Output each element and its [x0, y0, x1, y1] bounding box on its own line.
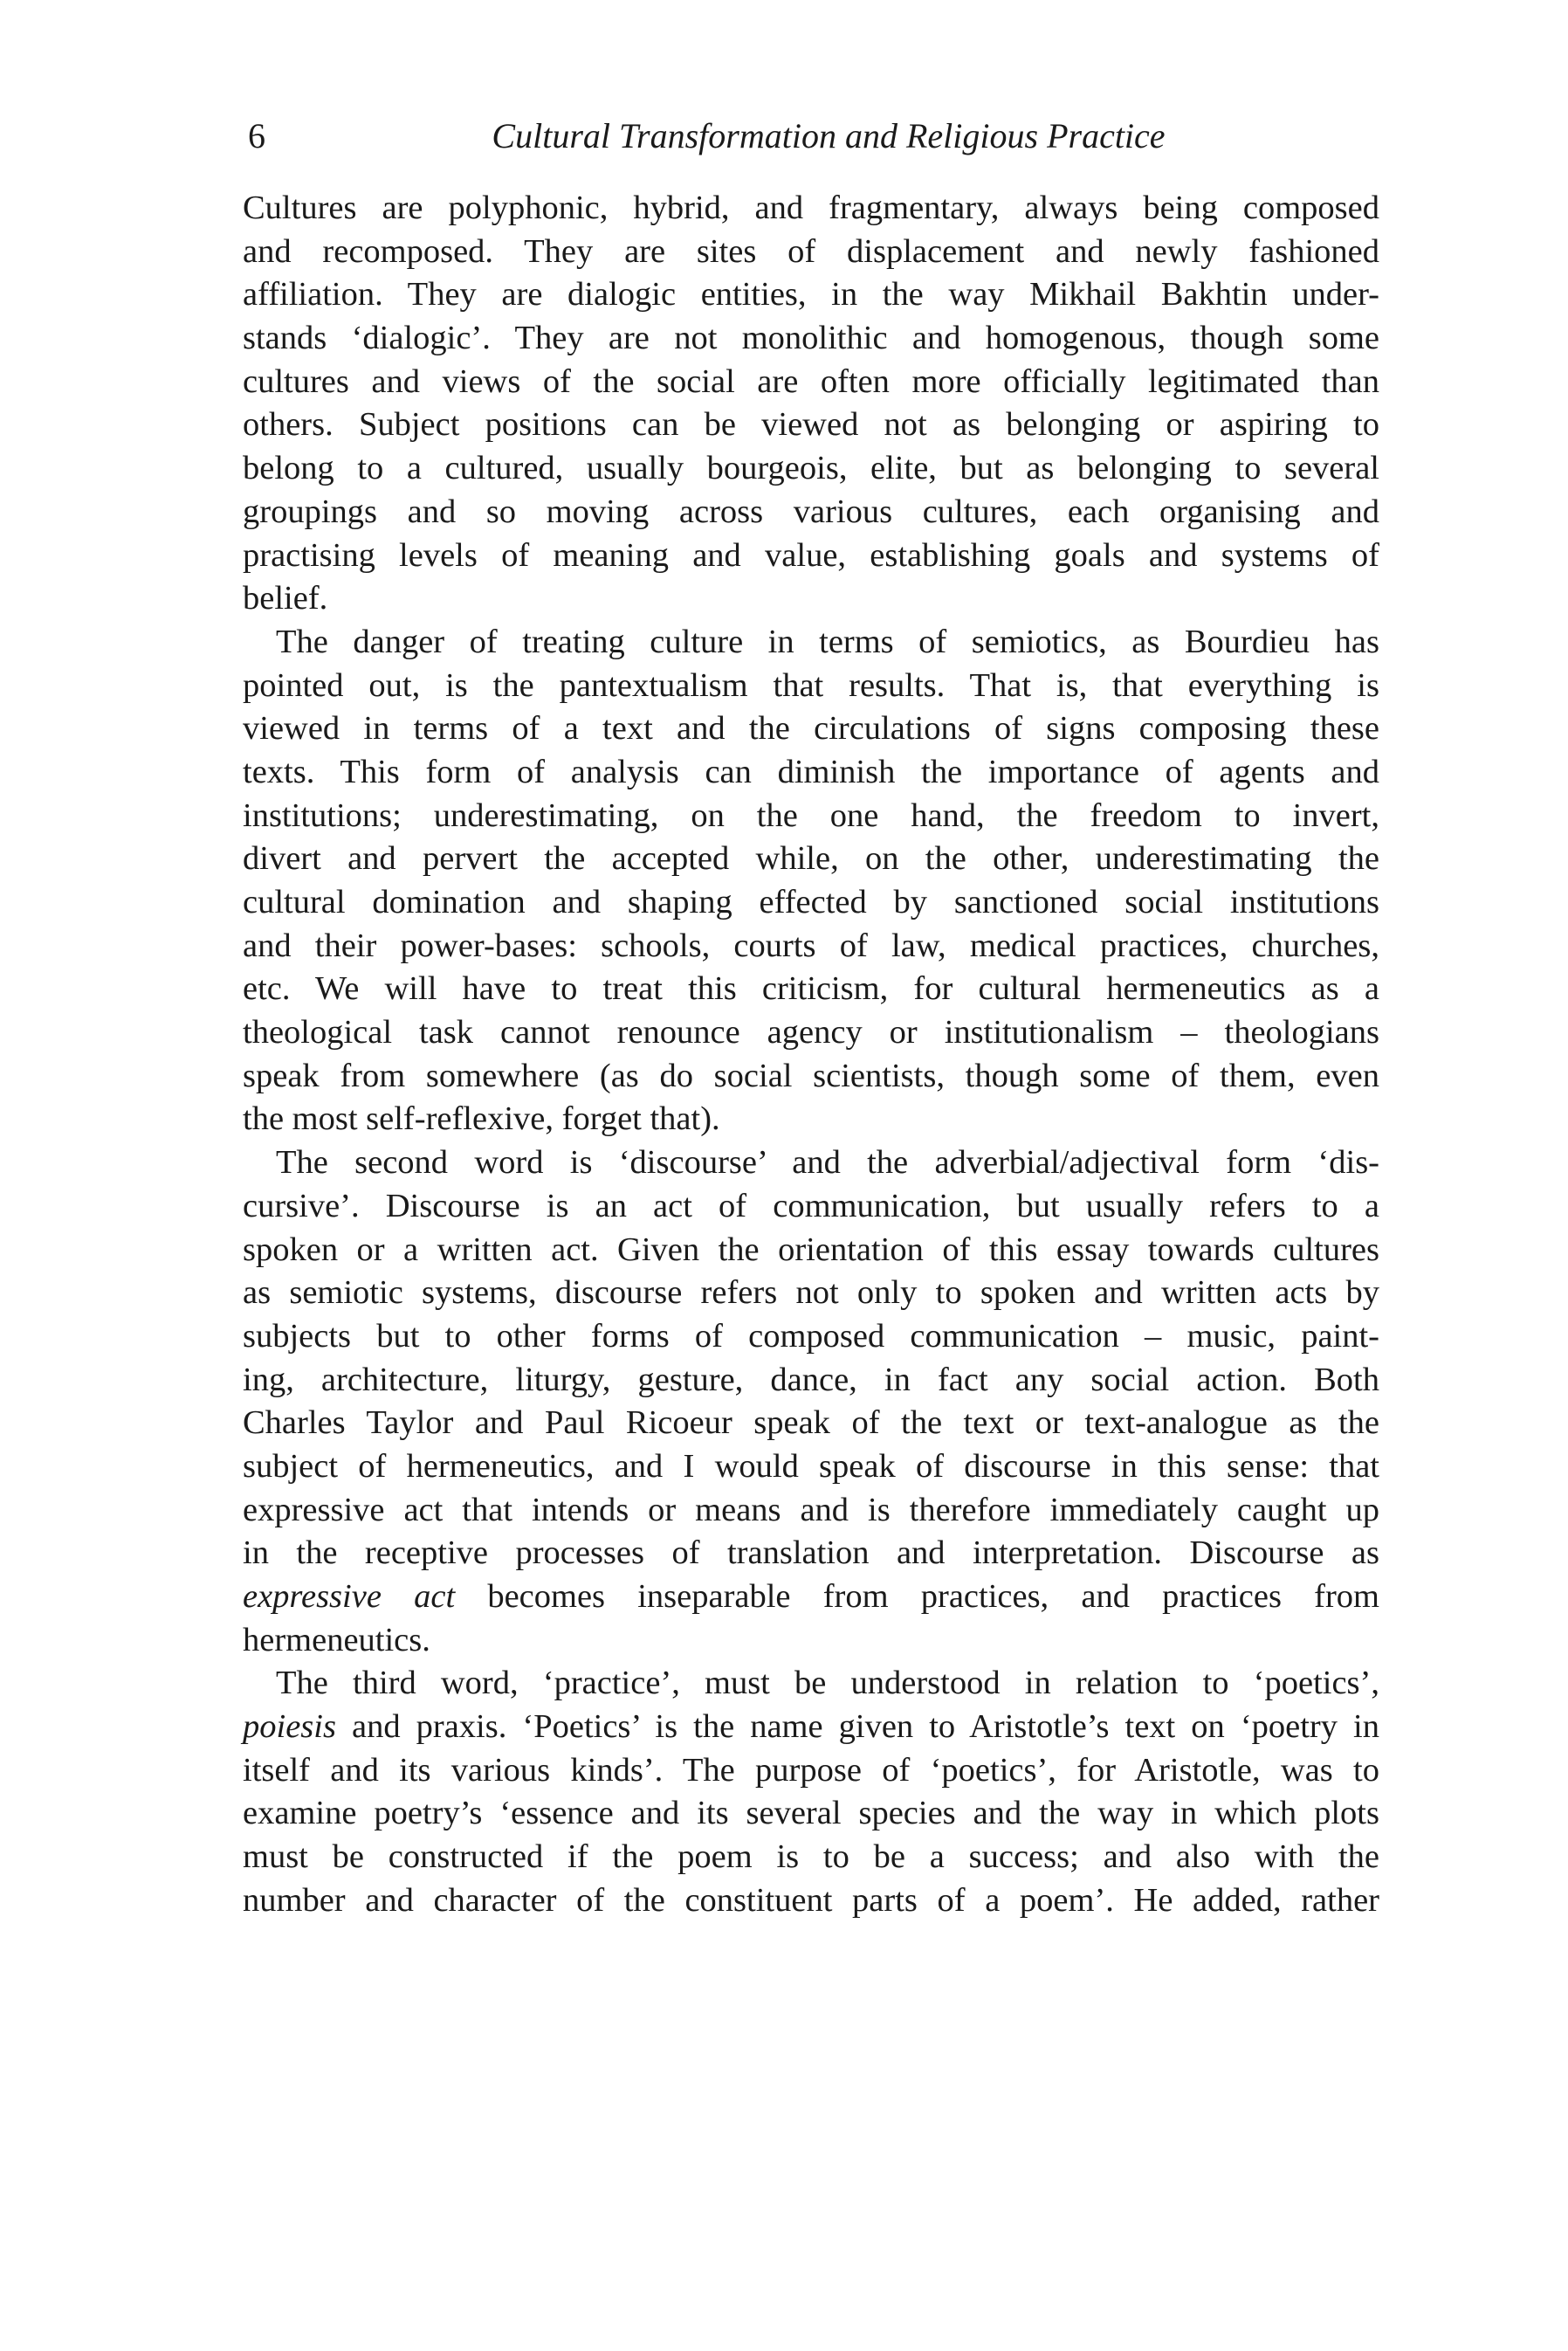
italic-text: poiesis [243, 1708, 336, 1746]
text-line [243, 1619, 1379, 1663]
text-segment: expressive act that intends or means and is therefore immediately caught up [243, 1491, 1379, 1528]
text-line [243, 1749, 1379, 1793]
text-segment: and recomposed. They are sites of displacement and newly fashioned [243, 232, 1379, 270]
text-line [243, 925, 1379, 969]
text-line [243, 751, 1379, 795]
text-line [243, 621, 1379, 665]
running-title: Cultural Transformation and Religious Practice [492, 116, 1166, 155]
text-line [243, 1229, 1379, 1272]
text-segment: belief. [243, 580, 328, 617]
italic-text: expressive act [243, 1578, 456, 1615]
text-line [243, 403, 1379, 447]
text-line [243, 881, 1379, 925]
text-line [243, 1055, 1379, 1099]
text-line [243, 1489, 1379, 1533]
text-segment: itself and its various kinds’. The purpose of ‘poetics’, for Aristotle, was to [243, 1751, 1379, 1789]
text-segment: etc. We will have to treat this criticism, for cultural hermeneutics as a [243, 970, 1379, 1008]
text-line [243, 231, 1379, 274]
text-segment: practising levels of meaning and value, establishing goals and systems of [243, 536, 1379, 574]
text-line [243, 1706, 1379, 1749]
text-line [243, 1402, 1379, 1445]
paragraph [243, 621, 1379, 1141]
text-segment: ing, architecture, liturgy, gesture, dance, in fact any social action. Both [243, 1361, 1379, 1398]
text-line [243, 968, 1379, 1011]
text-segment: stands ‘dialogic’. They are not monolithic and homogenous, though some [243, 320, 1379, 357]
text-segment: hermeneutics. [243, 1621, 430, 1658]
text-segment: Charles Taylor and Paul Ricoeur speak of the text or text-analogue as the [243, 1404, 1379, 1442]
paragraph [243, 1662, 1379, 1922]
text-line [243, 1141, 1379, 1185]
text-segment: as semiotic systems, discourse refers not only to spoken and written acts by [243, 1274, 1379, 1312]
text-segment: The second word is ‘discourse’ and the adverbial/adjectival form ‘dis- [276, 1144, 1379, 1182]
text-line [243, 1315, 1379, 1359]
text-line [243, 273, 1379, 317]
text-segment: The third word, ‘practice’, must be understood in relation to ‘poetics’, [276, 1665, 1379, 1702]
text-segment: the most self-reflexive, forget that). [243, 1100, 720, 1138]
text-line [243, 707, 1379, 751]
text-line [243, 317, 1379, 361]
body-text [243, 187, 1379, 1923]
text-segment: groupings and so moving across various cultures, each organising and [243, 493, 1379, 530]
text-segment: theological task cannot renounce agency or institutionalism – theologians [243, 1014, 1379, 1051]
text-segment: speak from somewhere (as do social scientists, though some of them, even [243, 1057, 1379, 1094]
text-segment: subjects but to other forms of composed communication – music, paint- [243, 1317, 1379, 1355]
text-segment: affiliation. They are dialogic entities, in the way Mikhail Bakhtin under- [243, 276, 1379, 314]
text-line [243, 665, 1379, 708]
text-line [243, 1792, 1379, 1836]
text-line [243, 795, 1379, 838]
text-segment: divert and pervert the accepted while, on the other, underestimating the [243, 840, 1379, 878]
text-segment: viewed in terms of a text and the circulations of signs composing these [243, 710, 1379, 748]
text-segment: cultural domination and shaping effected by sanctioned social institutions [243, 884, 1379, 920]
text-line [243, 361, 1379, 404]
paragraph [243, 187, 1379, 621]
text-segment: must be constructed if the poem is to be a success; and also with the [243, 1838, 1379, 1876]
text-segment: cursive’. Discourse is an act of communication, but usually refers to a [243, 1187, 1379, 1224]
text-segment: texts. This form of analysis can diminish the importance of agents and [243, 753, 1379, 790]
text-line [243, 1575, 1379, 1619]
text-line [243, 1532, 1379, 1575]
text-segment: institutions; underestimating, on the one hand, the freedom to invert, [243, 796, 1379, 834]
text-line [243, 1098, 1379, 1141]
text-line [243, 1011, 1379, 1055]
text-line [243, 447, 1379, 491]
text-segment: examine poetry’s ‘essence and its several species and the way in which plots [243, 1795, 1379, 1832]
text-segment: others. Subject positions can be viewed not as belonging or aspiring to [243, 406, 1379, 444]
running-header [243, 115, 1379, 168]
text-line [243, 1272, 1379, 1315]
text-segment: and their power-bases: schools, courts of law, medical practices, churches, [243, 927, 1379, 964]
text-segment: and praxis. ‘Poetics’ is the name given to Aristotle’s text on ‘poetry in [335, 1708, 1379, 1746]
text-segment: subject of hermeneutics, and I would speak of discourse in this sense: that [243, 1447, 1379, 1485]
text-line [243, 1445, 1379, 1489]
text-line [243, 491, 1379, 534]
text-segment: belong to a cultured, usually bourgeois, elite, but as belonging to several [243, 450, 1379, 487]
text-segment: in the receptive processes of translation and interpretation. Discourse as [243, 1534, 1379, 1572]
text-line [243, 1879, 1379, 1923]
text-line [243, 1359, 1379, 1403]
text-line [243, 838, 1379, 881]
paragraph [243, 1141, 1379, 1662]
text-segment: cultures and views of the social are often more officially legitimated than [243, 362, 1379, 400]
text-line [243, 534, 1379, 578]
text-segment: spoken or a written act. Given the orientation of this essay towards cultures [243, 1231, 1379, 1268]
text-segment: The danger of treating culture in terms of semiotics, as Bourdieu has [276, 623, 1379, 660]
page-number: 6 [248, 116, 265, 155]
text-line [243, 187, 1379, 231]
text-segment: becomes inseparable from practices, and practices from [455, 1578, 1379, 1615]
text-segment: Cultures are polyphonic, hybrid, and fragmentary, always being composed [243, 190, 1379, 226]
text-segment: pointed out, is the pantextualism that results. That is, that everything is [243, 666, 1379, 704]
text-line [243, 577, 1379, 621]
text-segment: number and character of the constituent parts of a poem’. He added, rather [243, 1881, 1379, 1919]
text-line [243, 1662, 1379, 1706]
text-line [243, 1836, 1379, 1879]
text-line [243, 1185, 1379, 1229]
